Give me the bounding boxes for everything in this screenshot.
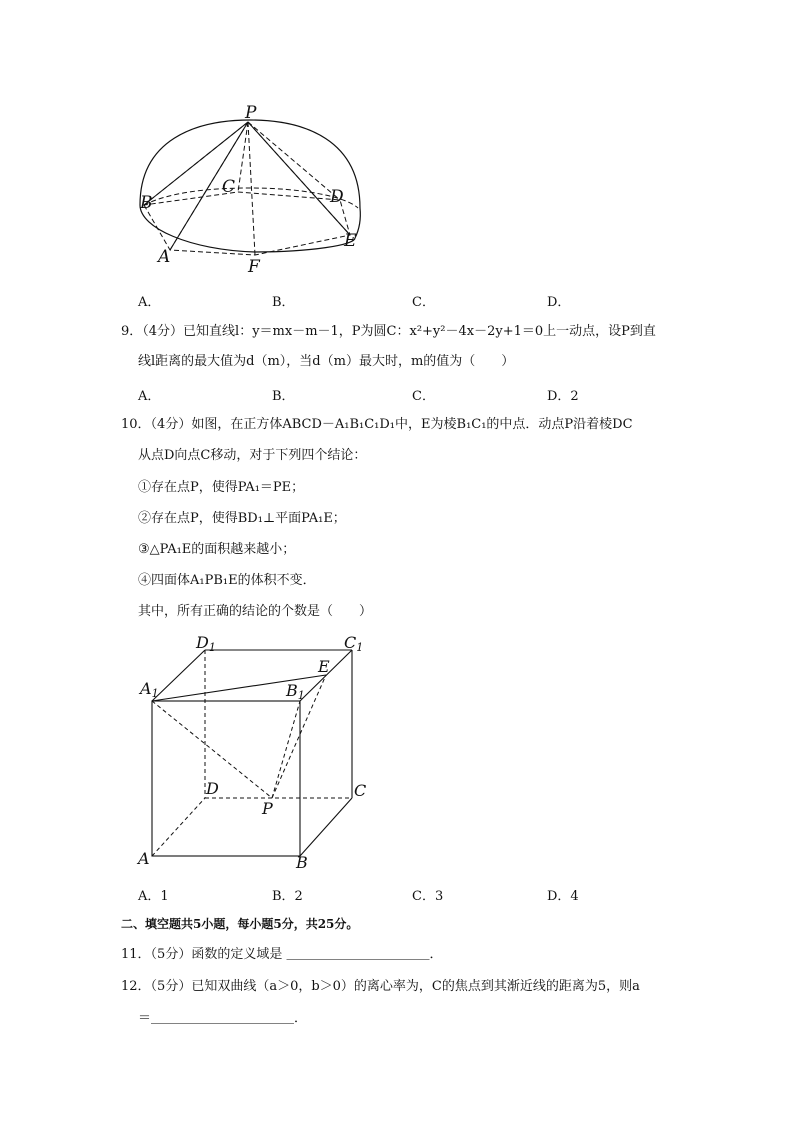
label-A: A bbox=[138, 849, 150, 868]
label-D: D bbox=[206, 779, 219, 798]
label-A: A bbox=[158, 247, 171, 267]
q9-line1: 9．（4分）已知直线l：y＝mx－m－1，P为圆C：x²+y²－4x－2y+1＝0上一动点，设P到直 bbox=[121, 324, 656, 339]
hemisphere-figure bbox=[130, 100, 370, 275]
q10-option-c: C．3 bbox=[412, 889, 444, 904]
q9-line2: 线l距离的最大值为d（m），当d（m）最大时，m的值为（ ） bbox=[138, 354, 515, 369]
cube-figure bbox=[130, 628, 380, 873]
q9-option-a: A． bbox=[138, 389, 161, 404]
q12-line2: ＝＿＿＿＿＿＿＿＿＿＿＿． bbox=[138, 1011, 308, 1026]
q10-statement-3: ③△PA₁E的面积越来越小； bbox=[138, 542, 296, 557]
label-B: B bbox=[296, 853, 308, 872]
q10-ask: 其中，所有正确的结论的个数是（ ） bbox=[138, 604, 373, 619]
label-C: C bbox=[354, 781, 367, 800]
label-D: D bbox=[330, 187, 344, 207]
q10-line1: 10．（4分）如图，在正方体ABCD－A₁B₁C₁D₁中，E为棱B₁C₁的中点．动点P沿着棱DC bbox=[121, 417, 633, 432]
label-F: F bbox=[248, 257, 260, 275]
q8-option-c: C． bbox=[412, 295, 435, 310]
q8-option-d: D． bbox=[547, 295, 571, 310]
q9-option-b: B． bbox=[272, 389, 295, 404]
q10-statement-2: ②存在点P，使得BD₁⊥平面PA₁E； bbox=[138, 511, 346, 526]
q8-option-a: A． bbox=[138, 295, 161, 310]
label-C1: C1 bbox=[344, 633, 364, 654]
label-E: E bbox=[344, 231, 357, 251]
q8-option-b: B． bbox=[272, 295, 295, 310]
q9-option-d: D．2 bbox=[547, 389, 579, 404]
section-heading: 二、填空题共5小题，每小题5分，共25分。 bbox=[121, 917, 359, 931]
label-D1: D1 bbox=[196, 633, 216, 654]
label-P: P bbox=[245, 103, 257, 123]
q10-line2: 从点D向点C移动，对于下列四个结论： bbox=[138, 448, 367, 463]
label-B: B bbox=[140, 193, 153, 213]
base-back-arc bbox=[144, 188, 358, 208]
q10-option-a: A．1 bbox=[138, 889, 169, 904]
q10-statement-4: ④四面体A₁PB₁E的体积不变． bbox=[138, 573, 316, 588]
q10-option-b: B．2 bbox=[272, 889, 303, 904]
base-front-arc bbox=[140, 205, 355, 252]
cube-front-face bbox=[152, 701, 300, 856]
q12-line1: 12．（5分）已知双曲线（a＞0，b＞0）的离心率为，C的焦点到其渐近线的距离为5，则a bbox=[121, 979, 640, 994]
q10-statement-1: ①存在点P，使得PA₁＝PE； bbox=[138, 480, 305, 495]
label-E: E bbox=[318, 657, 330, 676]
q10-option-d: D．4 bbox=[547, 889, 579, 904]
label-B1: B1 bbox=[286, 681, 305, 702]
q9-option-c: C． bbox=[412, 389, 435, 404]
label-C: C bbox=[222, 177, 236, 197]
label-P: P bbox=[262, 799, 273, 818]
label-A1: A1 bbox=[140, 679, 159, 700]
q11-line: 11．（5分）函数的定义域是 ＿＿＿＿＿＿＿＿＿＿＿． bbox=[121, 947, 443, 962]
